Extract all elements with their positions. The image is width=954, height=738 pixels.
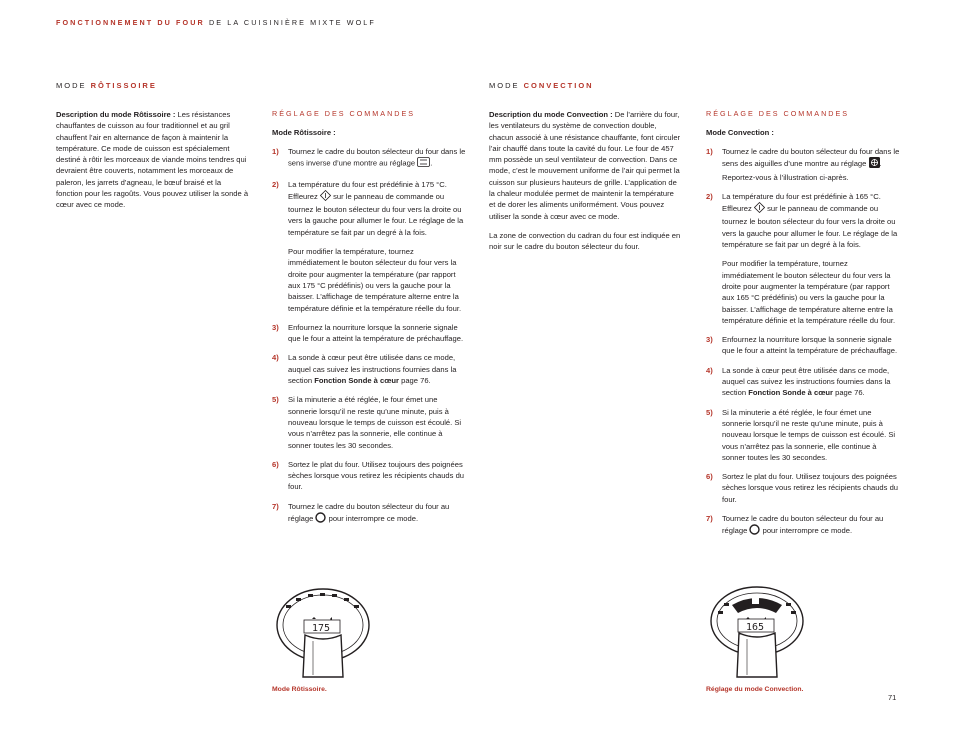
mode-heading-rotissoire	[56, 81, 157, 90]
header-subtitle: DE LA CUISINIÈRE MIXTE WOLF	[208, 18, 376, 27]
running-header	[56, 18, 376, 27]
dial-display-175: 175	[312, 623, 331, 634]
oven-dial-illustration-rotissoire	[268, 583, 378, 679]
header-section: FONCTIONNEMENT DU FOUR	[56, 18, 205, 27]
step: 5) Si la minuterie a été réglée, le four émet une sonnerie lorsqu’il ne reste qu’une minute, puis à nouveau lorsque le temps de cuisson est écoulé. Si vous n’arrêtez pas la sonnerie, elle continue à sonner toutes les 30 secondes.	[272, 395, 462, 450]
temperature-touch-icon	[754, 202, 765, 216]
step: 6) Sortez le plat du four. Utilisez toujours des poignées sèches lorsque vous retirez les récipients chauds du four.	[272, 459, 465, 492]
description-title: Description du mode Rôtissoire :	[56, 110, 176, 119]
mode-name: CONVECTION	[523, 81, 594, 90]
rotisserie-mode-icon	[417, 157, 430, 170]
step: 5) Si la minuterie a été réglée, le four émet une sonnerie lorsqu’il ne reste qu’une minute, puis à nouveau lorsque le temps de cuisson est écoulé. Si vous n’arrêtez pas la sonnerie, elle continue à sonner toutes les 30 secondes.	[706, 407, 896, 462]
instructions-subtitle: Mode Rôtissoire :	[272, 128, 336, 137]
description-text-2: La zone de convection du cadran du four est indiquée en noir sur le cadre du bouton sélecteur du four.	[489, 230, 681, 252]
caption-convection: Réglage du mode Convection.	[706, 686, 804, 693]
mode-name: RÔTISSOIRE	[90, 81, 157, 90]
temperature-touch-icon	[320, 190, 331, 204]
steps-rotissoire	[272, 146, 467, 534]
convection-fan-icon	[869, 157, 880, 171]
step: 2) La température du four est prédéfinie à 175 °C. Effleurez sur le panneau de commande ou tournez le bouton sélecteur du four vers la droite ou vers la gauche pour allumer le four. Le réglage de la température se fait par un degré à la fois. Pour modifier la température, tournez immédiatement le bouton sélecteur du four vers la droite pour augmenter la température (par rapport aux 175 °C prédéfinis) ou vers la gauche pour la baisser. L’affichage de température alterne entre la température définie et la température réelle du four.	[272, 179, 464, 313]
step: 1) Tournez le cadre du bouton sélecteur du four dans le sens des aiguilles d’une montre au réglage . Reportez-vous à l’illustration ci-après.	[706, 147, 900, 182]
step: 4) La sonde à cœur peut être utilisée dans ce mode, auquel cas suivez les instructions fournies dans la section Fonction Sonde à cœur page 76.	[272, 353, 457, 386]
mode-label: MODE	[489, 81, 520, 90]
description-text: Les résistances chauffantes de cuisson au four traditionnel et au gril chauffent l’air en alternance de façon à maintenir la température. Ce mode de cuisson est spécialement destiné à rôtir les morceaux de viande moins tendres qui devraient être couverts, notamment les morceaux de paleron, les jarrets d’agneau, le bœuf braisé et la fonction pour les ragoûts. Vous pouvez utiliser la sonde à cœur avec ce mode.	[56, 110, 249, 210]
steps-convection	[706, 146, 901, 547]
off-ring-icon	[315, 512, 326, 526]
mode-heading-convection	[489, 81, 594, 90]
instructions-subtitle: Mode Convection :	[706, 128, 774, 137]
step: 4) La sonde à cœur peut être utilisée dans ce mode, auquel cas suivez les instructions fournies dans la section Fonction Sonde à cœur page 76.	[706, 365, 891, 398]
description-rotissoire	[56, 109, 249, 219]
description-text: De l’arrière du four, les ventilateurs du système de convection double, chacun associé à une résistance chauffante, font circuler l’air chauffé dans toute la cavité du four. Le four de 457 mm possède un seul ventilateur de convection. Dans ce mode, c’est le mouvement uniforme de l’air qui permet la cuisson sur plusieurs hauteurs de grille. L’application de la chaleur modulée permet de maintenir la température et de dorer les aliments uniformément. Vous pouvez utiliser la sonde à cœur avec ce mode.	[489, 110, 681, 221]
dial-display-165: 165	[746, 622, 765, 633]
reglage-heading: RÉGLAGE DES COMMANDES	[272, 109, 416, 118]
off-ring-icon	[749, 524, 760, 538]
step: 3) Enfournez la nourriture lorsque la sonnerie signale que le four a atteint la température de préchauffage.	[706, 335, 898, 356]
step: 1) Tournez le cadre du bouton sélecteur du four dans le sens inverse d’une montre au réglage .	[272, 146, 467, 171]
caption-rotissoire: Mode Rôtissoire.	[272, 686, 327, 693]
step: 3) Enfournez la nourriture lorsque la sonnerie signale que le four a atteint la température de préchauffage.	[272, 322, 464, 344]
oven-dial-illustration-convection	[702, 583, 812, 679]
reglage-heading: RÉGLAGE DES COMMANDES	[706, 109, 850, 118]
step: 7) Tournez le cadre du bouton sélecteur du four au réglage pour interrompre ce mode.	[706, 513, 901, 539]
description-convection	[489, 109, 682, 261]
mode-label: MODE	[56, 81, 87, 90]
step: 6) Sortez le plat du four. Utilisez toujours des poignées sèches lorsque vous retirez les récipients chauds du four.	[706, 472, 899, 504]
step: 2) La température du four est prédéfinie à 165 °C. Effleurez sur le panneau de commande ou tournez le bouton sélecteur du four vers la droite ou vers la gauche pour allumer le four. Le réglage de la température se fait par un degré à la fois. Pour modifier la température, tournez immédiatement le bouton sélecteur du four vers la droite pour augmenter la température (par rapport aux 165 °C prédéfinis) ou vers la gauche pour la baisser. L’affichage de température alterne entre la température définie et la température réelle du four.	[706, 191, 898, 325]
page-number: 71	[888, 693, 897, 702]
step: 7) Tournez le cadre du bouton sélecteur du four au réglage pour interrompre ce mode.	[272, 501, 467, 527]
description-title: Description du mode Convection :	[489, 110, 613, 119]
